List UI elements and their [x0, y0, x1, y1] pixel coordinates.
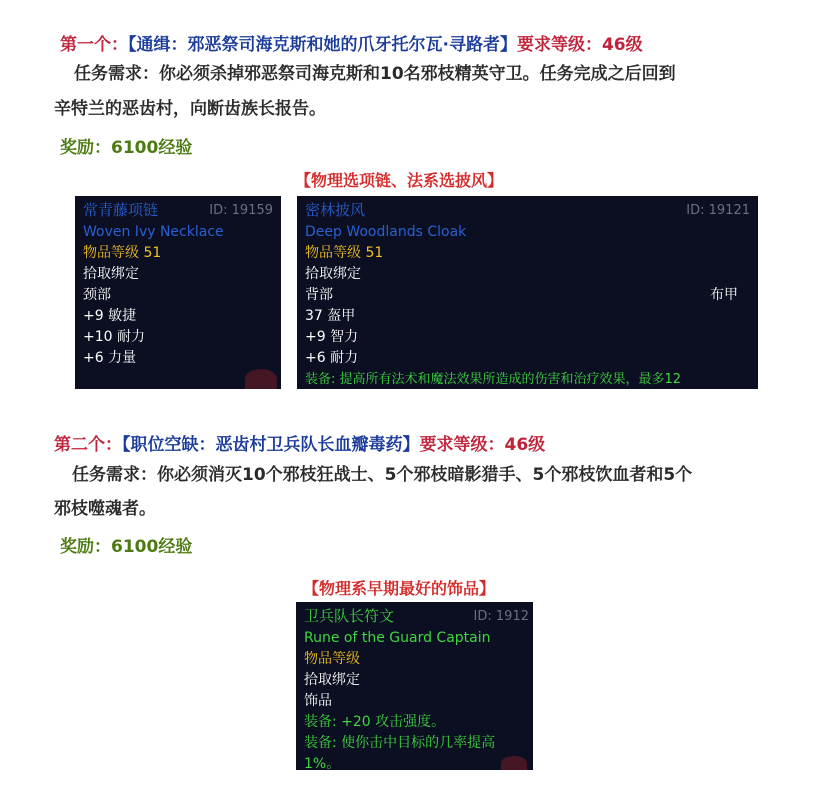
quest2-req-line2: 邪枝噬魂者。: [54, 499, 156, 519]
item-level: 物品等级 51: [305, 245, 384, 261]
item-equip-hit-chance: 装备: 使你击中目标的几率提高: [304, 735, 496, 751]
watermark-blob: [501, 756, 527, 770]
item-slot: 背部: [305, 287, 333, 303]
quest1-header: [60, 30, 643, 55]
quest1-title: 【通缉：邪恶祭司海克斯和她的爪牙托尔瓦·寻路者】: [128, 35, 517, 55]
item-id: ID: 19121: [686, 203, 750, 218]
quest2-reward: 奖励：6100经验: [60, 537, 193, 557]
quest2-req-line1: 任务需求：你必须消灭10个邪枝狂战士、5个邪枝暗影猎手、5个邪枝饮血者和5个: [72, 465, 693, 485]
quest1-level: 要求等级：46级: [516, 35, 643, 55]
item-level: 物品等级 51: [83, 245, 162, 261]
item-stat-stamina: +6 耐力: [305, 350, 359, 366]
item-bind: 拾取绑定: [305, 266, 361, 282]
item-armor-type: 布甲: [710, 287, 738, 303]
item-stat-intellect: +9 智力: [305, 329, 359, 345]
item-tooltip-cloak: [297, 196, 758, 389]
quest2-prefix: 第二个：: [54, 435, 122, 455]
item-armor: 37 盔甲: [305, 308, 356, 324]
quest1-req-line1: 任务需求：你必须杀掉邪恶祭司海克斯和10名邪枝精英守卫。任务完成之后回到: [74, 64, 676, 84]
quest1-req-line2: 辛特兰的恶齿村，向断齿族长报告。: [54, 99, 326, 119]
item-equip-hit-chance-cont: 1%。: [304, 756, 341, 770]
item-equip-effect: 装备: 提高所有法术和魔法效果所造成的伤害和治疗效果，最多12: [305, 372, 682, 387]
item-name-en: Deep Woodlands Cloak: [305, 224, 467, 240]
item-id: ID: 19159: [209, 203, 273, 218]
item-tooltip-necklace: [75, 196, 281, 389]
quest2-header: [54, 430, 545, 455]
item-name-en: Woven Ivy Necklace: [83, 224, 224, 240]
item-name: 密林披风: [305, 201, 366, 219]
watermark-blob: [245, 369, 277, 389]
item-stat-strength: +6 力量: [83, 350, 137, 366]
item-stat-stamina: +10 耐力: [83, 329, 145, 345]
item-id: ID: 1912: [473, 609, 529, 624]
quest1-prefix: 第一个：: [60, 35, 128, 55]
item-level: 物品等级: [304, 651, 360, 667]
item-bind: 拾取绑定: [304, 672, 360, 688]
item-stat-agility: +9 敏捷: [83, 308, 137, 324]
quest2-level: 要求等级：46级: [419, 435, 546, 455]
quest1-caption: 【物理选项链、法系选披风】: [295, 171, 504, 190]
item-tooltip-rune: [296, 602, 533, 770]
item-name: 卫兵队长符文: [304, 607, 395, 625]
item-bind: 拾取绑定: [83, 266, 139, 282]
item-slot: 颈部: [83, 287, 111, 303]
item-name-en: Rune of the Guard Captain: [304, 630, 491, 646]
quest1-reward: 奖励：6100经验: [60, 138, 193, 158]
item-equip-attack-power: 装备: +20 攻击强度。: [304, 714, 446, 730]
quest2-title: 【职位空缺：恶齿村卫兵队长血瓣毒药】: [122, 435, 420, 455]
item-slot: 饰品: [304, 693, 332, 709]
item-name: 常青藤项链: [83, 201, 159, 219]
quest2-caption: 【物理系早期最好的饰品】: [303, 579, 496, 598]
